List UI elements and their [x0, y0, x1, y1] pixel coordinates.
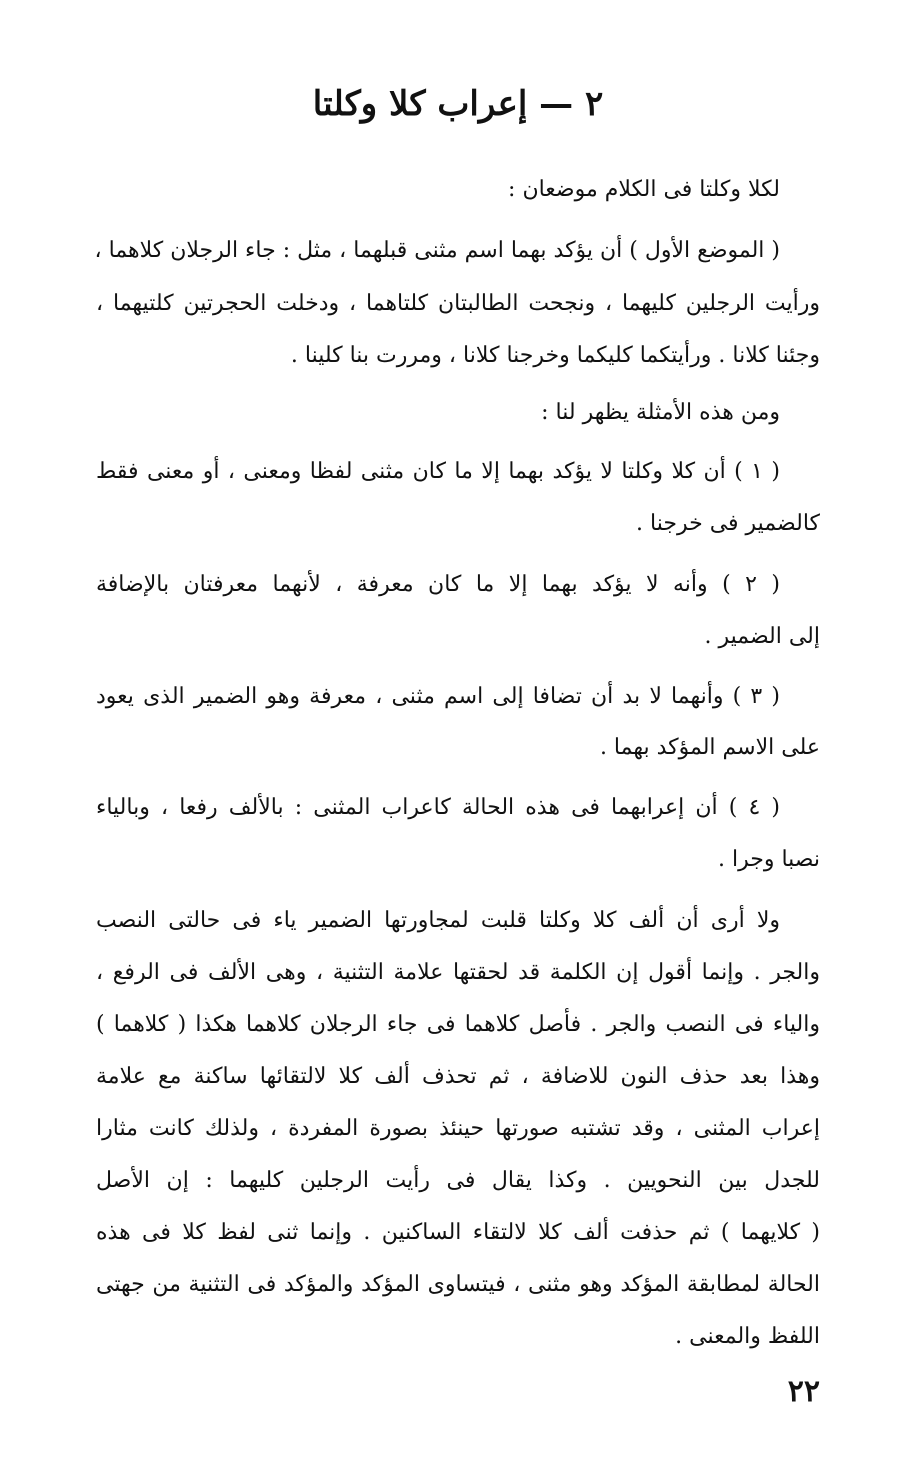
- paragraph2-line-9: اللفظ والمعنى .: [675, 1324, 820, 1349]
- point4-line-1: ( ٤ ) أن إعرابهما فى هذه الحالة كاعراب المثنى : بالألف رفعا ، وبالياء: [96, 795, 781, 820]
- paragraph1-line-2: ورأيت الرجلين كليهما ، ونجحت الطالبتان كلتاهما ، ودخلت الحجرتين كلتيهما ،: [96, 291, 820, 316]
- examples-intro-line: ومن هذه الأمثلة يظهر لنا :: [541, 400, 780, 425]
- paragraph2-line-2: والجر . وإنما أقول إن الكلمة قد لحقتها علامة التثنية ، وهى الألف فى الرفع ،: [96, 960, 820, 985]
- point3-line-2: على الاسم المؤكد بهما .: [599, 735, 820, 760]
- paragraph2-line-8: الحالة لمطابقة المؤكد وهو مثنى ، فيتساوى المؤكد والمؤكد فى التثنية من جهتى: [96, 1272, 820, 1297]
- paragraph2-line-5: إعراب المثنى ، وقد تشتبه صورتها حينئذ بصورة المفردة ، ولذلك كانت مثارا: [96, 1116, 820, 1141]
- paragraph1-line-1: ( الموضع الأول ) أن يؤكد بهما اسم مثنى قبلهما ، مثل : جاء الرجلان كلاهما ،: [94, 238, 780, 263]
- page-number: ٢٢: [787, 1374, 820, 1409]
- paragraph2-line-1: ولا أرى أن ألف كلا وكلتا قلبت لمجاورتها الضمير ياء فى حالتى النصب: [96, 908, 780, 933]
- paragraph2-line-7: ( كلايهما ) ثم حذفت ألف كلا لالتقاء الساكنين . وإنما ثنى لفظ كلا فى هذه: [96, 1220, 820, 1245]
- paragraph2-line-4: وهذا بعد حذف النون للاضافة ، ثم تحذف ألف كلا لالتقائها ساكنة مع علامة: [96, 1064, 820, 1089]
- paragraph1-line-3: وجئنا كلانا . ورأيتكما كليكما وخرجنا كلانا ، ومررت بنا كلينا .: [290, 343, 820, 368]
- point2-line-1: ( ٢ ) وأنه لا يؤكد بهما إلا ما كان معرفة ، لأنهما معرفتان بالإضافة: [96, 572, 781, 597]
- paragraph2-line-3: والياء فى النصب والجر . فأصل كلاهما فى جاء الرجلان كلاهما هكذا ( كلاهما ): [96, 1012, 820, 1037]
- intro-line: لكلا وكلتا فى الكلام موضعان :: [508, 177, 780, 202]
- paragraph2-line-6: للجدل بين النحويين . وكذا يقال فى رأيت الرجلين كليهما : إن الأصل: [96, 1168, 820, 1193]
- point2-line-2: إلى الضمير .: [704, 624, 820, 649]
- point1-line-2: كالضمير فى خرجنا .: [636, 511, 820, 536]
- point1-line-1: ( ١ ) أن كلا وكلتا لا يؤكد بهما إلا ما كان مثنى لفظا ومعنى ، أو معنى فقط: [96, 459, 780, 484]
- point3-line-1: ( ٣ ) وأنهما لا بد أن تضافا إلى اسم مثنى ، معرفة وهو الضمير الذى يعود: [96, 684, 780, 709]
- section-title: ٢ — إعراب كلا وكلتا: [312, 84, 604, 124]
- point4-line-2: نصبا وجرا .: [718, 847, 820, 872]
